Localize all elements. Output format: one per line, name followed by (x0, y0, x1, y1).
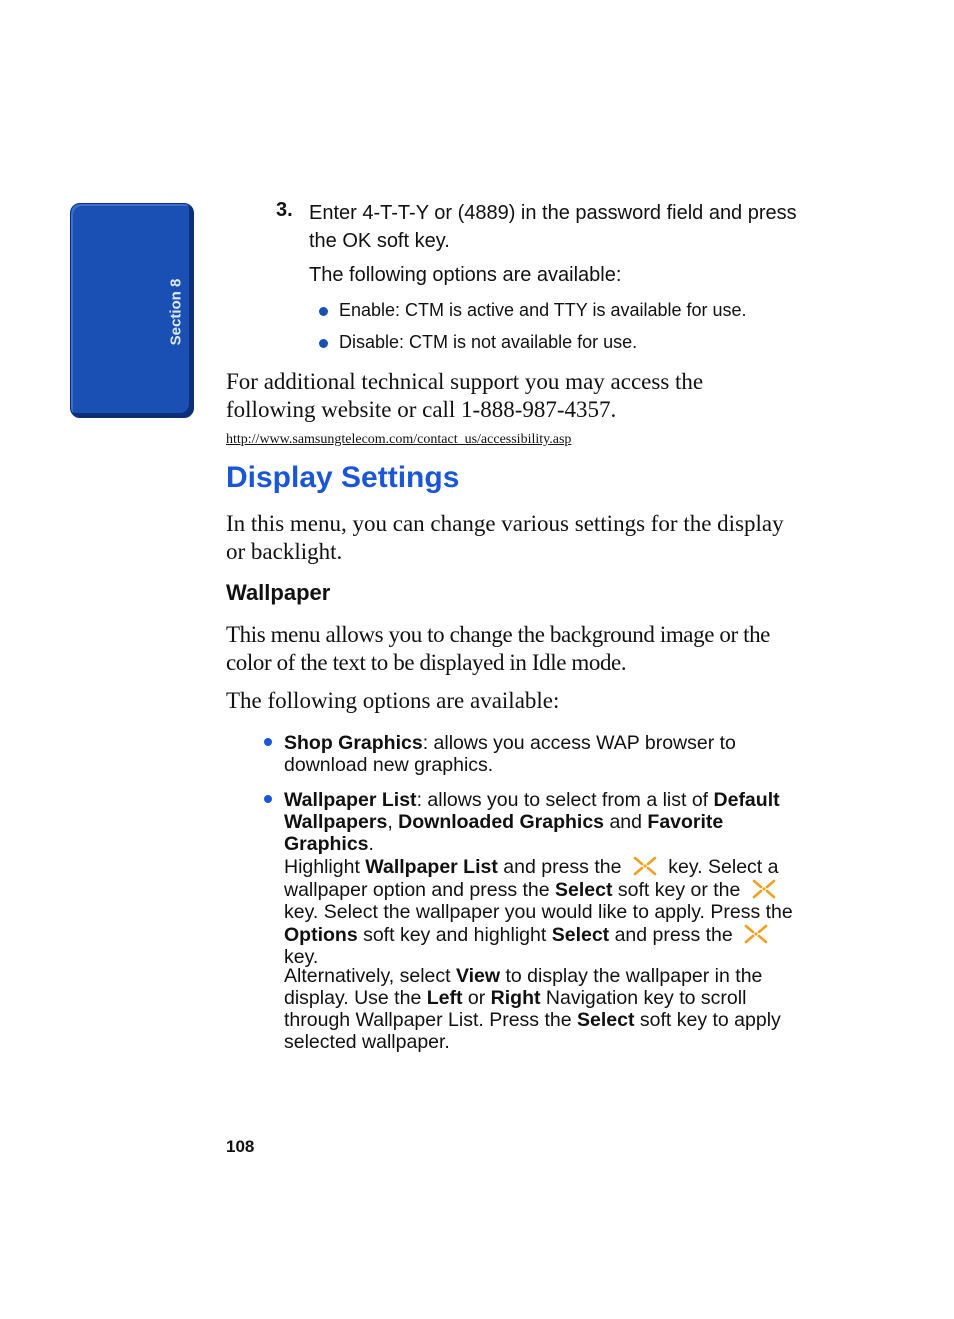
bold-term: Select (577, 1009, 635, 1031)
text: to display the wallpaper in the display. Use the (284, 965, 763, 1009)
bullet-icon (319, 339, 328, 348)
separator: . (368, 833, 374, 855)
bold-term: Right (490, 987, 541, 1009)
bold-term: Left (426, 987, 463, 1009)
text: and press the (497, 856, 627, 878)
separator: , (387, 811, 399, 833)
text: or (462, 987, 491, 1009)
subsection-heading: Wallpaper (226, 580, 331, 605)
list-item-text: Disable: CTM is not available for use. (339, 332, 638, 352)
list-item (319, 300, 747, 321)
support-paragraph: For additional technical support you may access the following website or call 1-888-987-4357. (226, 369, 704, 422)
section-heading: Display Settings (226, 461, 460, 494)
navigation-key-icon (750, 878, 778, 900)
separator: and (604, 811, 648, 833)
text: soft key to apply selected wallpaper. (284, 1009, 781, 1053)
text: and press the (609, 924, 739, 946)
text: Highlight (284, 856, 366, 878)
list-item-shop-graphics (284, 732, 804, 776)
bold-term: Select (555, 879, 613, 901)
term-desc: : allows you access WAP browser to download new graphics. (284, 732, 736, 776)
bold-term: View (455, 965, 501, 987)
navigation-key-icon (631, 855, 659, 877)
step-text: Enter 4-T-T-Y or (4889) in the password field and press the OK soft key. (309, 202, 797, 252)
term: Wallpaper List (284, 789, 417, 811)
text: key. (284, 946, 319, 968)
options-label: The following options are available: (309, 264, 622, 286)
highlight-instructions (284, 855, 804, 968)
bold-term: Wallpaper List (365, 856, 498, 878)
bold-term: Select (551, 924, 610, 946)
text: Alternatively, select (284, 965, 456, 987)
list-item-text: Enable: CTM is active and TTY is available for use. (339, 300, 747, 320)
wallpaper-options-label: The following options are available: (226, 688, 560, 713)
list-item-wallpaper-list (284, 789, 804, 855)
page-number: 108 (226, 1137, 255, 1156)
bold-term: Options (284, 924, 358, 946)
text: key. Select the wallpaper you would like to apply. Press the (284, 901, 793, 923)
bullet-icon (264, 738, 272, 746)
option-name: Default Wallpapers (284, 789, 780, 833)
section-tab-label: Section 8 (167, 278, 185, 346)
step-number: 3. (276, 199, 293, 221)
navigation-key-icon (742, 923, 770, 945)
text: Navigation key to scroll through Wallpaper List. Press the (284, 987, 747, 1031)
alternative-instructions (284, 965, 804, 1053)
text: soft key and highlight (357, 924, 552, 946)
display-intro: In this menu, you can change various settings for the display or backlight. (226, 511, 784, 564)
text: soft key or the (612, 879, 746, 901)
list-item (319, 332, 637, 353)
term-desc: : allows you to select from a list of (416, 789, 714, 811)
option-name: Downloaded Graphics (398, 811, 605, 833)
text: key. Select a wallpaper option and press the (284, 856, 779, 901)
option-name: Favorite Graphics (284, 811, 724, 855)
bullet-icon (319, 307, 328, 316)
wallpaper-intro: This menu allows you to change the background image or the color of the text to be displayed in Idle mode. (226, 622, 770, 675)
term: Shop Graphics (284, 732, 423, 754)
bullet-icon (264, 795, 272, 803)
support-link[interactable]: http://www.samsungtelecom.com/contact_us/accessibility.asp (226, 432, 572, 447)
